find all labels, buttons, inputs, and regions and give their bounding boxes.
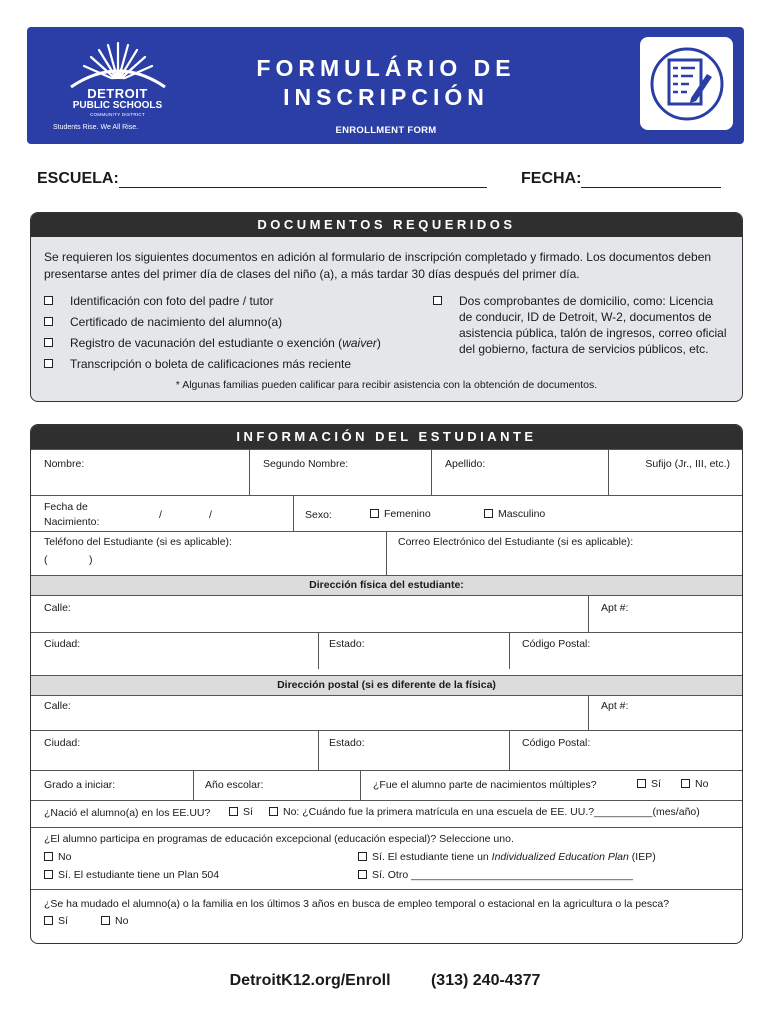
checkbox[interactable] — [229, 807, 238, 816]
multiple-birth-label: ¿Fue el alumno parte de nacimientos múltiples? — [373, 779, 597, 791]
middle-name-field[interactable] — [249, 450, 431, 495]
zip-label: Código Postal: — [522, 638, 591, 650]
checkbox[interactable] — [44, 916, 53, 925]
physical-street-row — [31, 595, 742, 632]
checkbox[interactable] — [44, 317, 53, 326]
logo-line1: DETROIT — [87, 86, 148, 101]
form-document-icon — [640, 37, 733, 130]
checkbox[interactable] — [433, 296, 442, 305]
dob-label-1: Fecha de — [44, 501, 88, 513]
school-year-label: Año escolar: — [205, 779, 264, 791]
dob-label-2: Nacimiento: — [44, 516, 100, 528]
checkbox[interactable] — [44, 338, 53, 347]
migrant-yes-option[interactable]: Sí — [44, 915, 68, 927]
top-fields — [37, 170, 737, 194]
school-label: ESCUELA: — [37, 170, 119, 187]
student-heading: INFORMACIÓN DEL ESTUDIANTE — [31, 425, 742, 449]
doc-item-label: Transcripción o boleta de calificaciones más reciente — [70, 357, 352, 371]
suffix-field[interactable] — [608, 450, 743, 495]
postal-city-field[interactable] — [31, 731, 318, 770]
first-name-field[interactable] — [31, 450, 249, 495]
contact-row — [31, 531, 742, 575]
apt-label: Apt #: — [601, 700, 629, 712]
special-ed-row — [31, 827, 742, 889]
date-label: FECHA: — [521, 170, 582, 187]
special-ed-504-option[interactable]: Sí. El estudiante tiene un Plan 504 — [44, 869, 219, 881]
street-label: Calle: — [44, 602, 71, 614]
migrant-label: ¿Se ha mudado el alumno(a) o la familia en los últimos 3 años en busca de empleo temporal o estacional en la agricultura o la pesca? — [44, 898, 670, 910]
dps-logo — [50, 37, 185, 147]
enroll-url[interactable]: DetroitK12.org/Enroll — [229, 972, 391, 989]
dob-slash: / — [209, 509, 212, 521]
footer — [0, 972, 770, 990]
special-ed-label: ¿El alumno participa en programas de educación excepcional (educación especial)? Seleccione uno. — [44, 833, 514, 845]
born-us-yes-option[interactable]: Sí — [229, 806, 253, 818]
school-line[interactable] — [119, 170, 487, 188]
doc-item-label: Registro de vacunación del estudiante o exención (waiver) — [70, 336, 381, 350]
grade-field[interactable] — [31, 771, 193, 800]
suffix-label: Sufijo (Jr., III, etc.) — [645, 458, 730, 470]
form-title — [241, 54, 531, 136]
physical-city-field[interactable] — [31, 633, 318, 669]
sex-field — [293, 496, 743, 531]
phone-paren-close: ) — [89, 554, 93, 566]
born-us-no-option[interactable]: No: ¿Cuándo fue la primera matrícula en una escuela de EE. UU.?__________(mes/año) — [269, 806, 700, 818]
postal-street-row — [31, 695, 742, 730]
physical-state-field[interactable] — [318, 633, 509, 669]
born-us-row — [31, 800, 742, 827]
checkbox[interactable] — [370, 509, 379, 518]
checkbox[interactable] — [637, 779, 646, 788]
last-name-field[interactable] — [431, 450, 608, 495]
phone-field[interactable] — [31, 532, 386, 575]
multiple-yes-option[interactable]: Sí — [637, 778, 661, 790]
born-us-label: ¿Nació el alumno(a) en los EE.UU? — [44, 807, 211, 819]
special-ed-no-option[interactable]: No — [44, 851, 71, 863]
email-field[interactable] — [386, 532, 743, 575]
date-field[interactable] — [521, 170, 721, 188]
postal-address-heading: Dirección postal (si es diferente de la física) — [31, 675, 742, 695]
sex-female-option[interactable]: Femenino — [370, 508, 431, 520]
logo-tagline: Students Rise. We All Rise. — [53, 124, 139, 131]
postal-city-row — [31, 730, 742, 770]
school-year-field[interactable] — [193, 771, 360, 800]
doc-item-label: Dos comprobantes de domicilio, como: Licencia de conducir, ID de Detroit, W-2, documentos de asistencia pública, talón de ingresos, correo oficial del gobierno, factura de servicios públicos, etc. — [459, 294, 727, 356]
student-info-section — [30, 424, 743, 944]
postal-state-field[interactable] — [318, 731, 509, 770]
checkbox[interactable] — [358, 870, 367, 879]
grade-row — [31, 770, 742, 800]
checkbox[interactable] — [44, 296, 53, 305]
apt-label: Apt #: — [601, 602, 629, 614]
header-banner — [27, 27, 744, 144]
postal-zip-field[interactable] — [509, 731, 743, 770]
title-line1: FORMULÁRIO DE — [256, 55, 516, 81]
dob-field[interactable] — [31, 496, 293, 531]
physical-street-field[interactable] — [31, 596, 588, 632]
phone-number: (313) 240-4377 — [430, 972, 541, 989]
last-name-label: Apellido: — [445, 458, 486, 470]
dob-slash: / — [159, 509, 162, 521]
physical-zip-field[interactable] — [509, 633, 743, 669]
form-subtitle: ENROLLMENT FORM — [335, 125, 437, 136]
checkbox[interactable] — [358, 852, 367, 861]
required-documents-section — [30, 212, 743, 402]
checkbox[interactable] — [101, 916, 110, 925]
multiple-no-option[interactable]: No — [681, 778, 708, 790]
special-ed-other-option[interactable]: Sí. Otro ______________________________________ — [358, 869, 633, 881]
street-label: Calle: — [44, 700, 71, 712]
first-name-label: Nombre: — [44, 458, 85, 470]
doc-item-label: Identificación con foto del padre / tutor — [70, 294, 274, 308]
phone-label: Teléfono del Estudiante (si es aplicable): — [44, 536, 232, 548]
city-label: Ciudad: — [44, 638, 81, 650]
checkbox[interactable] — [269, 807, 278, 816]
name-row — [31, 449, 742, 495]
logo-line2: PUBLIC SCHOOLS — [72, 100, 163, 111]
state-label: Estado: — [329, 737, 365, 749]
documents-note: * Algunas familias pueden calificar para recibir asistencia con la obtención de documentos. — [175, 379, 598, 391]
checkbox[interactable] — [44, 852, 53, 861]
checkbox[interactable] — [681, 779, 690, 788]
zip-label: Código Postal: — [522, 737, 591, 749]
physical-apt-field[interactable] — [588, 596, 743, 632]
postal-apt-field[interactable] — [588, 696, 743, 730]
date-line[interactable] — [581, 170, 721, 188]
checkbox[interactable] — [44, 359, 53, 368]
physical-city-row — [31, 632, 742, 669]
documents-intro: Se requieren los siguientes documentos en adición al formulario de inscripción completado y firmado. Los documentos deben presentarse antes del primer día de clases del niño (a), a más tardar 30 días después del primer día. — [44, 250, 712, 281]
checkbox[interactable] — [484, 509, 493, 518]
title-line2: INSCRIPCIÓN — [283, 84, 489, 110]
documents-heading: DOCUMENTOS REQUERIDOS — [31, 213, 742, 237]
logo-line3: COMMUNITY DISTRICT — [89, 112, 146, 117]
middle-name-label: Segundo Nombre: — [263, 458, 349, 470]
migrant-no-option[interactable]: No — [101, 915, 128, 927]
sex-male-option[interactable]: Masculino — [484, 508, 545, 520]
school-field[interactable] — [37, 170, 487, 188]
doc-item-label: Certificado de nacimiento del alumno(a) — [70, 315, 283, 329]
postal-street-field[interactable] — [31, 696, 588, 730]
checkbox[interactable] — [44, 870, 53, 879]
multiple-birth-field — [360, 771, 743, 800]
dob-row — [31, 495, 742, 531]
city-label: Ciudad: — [44, 737, 81, 749]
sunrise-icon — [63, 37, 173, 89]
phone-paren-open: ( — [44, 554, 48, 566]
migrant-row — [31, 889, 742, 944]
grade-label: Grado a iniciar: — [44, 779, 116, 791]
email-label: Correo Electrónico del Estudiante (si es aplicable): — [398, 536, 634, 548]
sex-label: Sexo: — [305, 509, 332, 521]
special-ed-iep-option[interactable]: Sí. El estudiante tiene un Individualized Education Plan (IEP) — [358, 851, 656, 863]
physical-address-heading: Dirección física del estudiante: — [31, 575, 742, 595]
state-label: Estado: — [329, 638, 365, 650]
